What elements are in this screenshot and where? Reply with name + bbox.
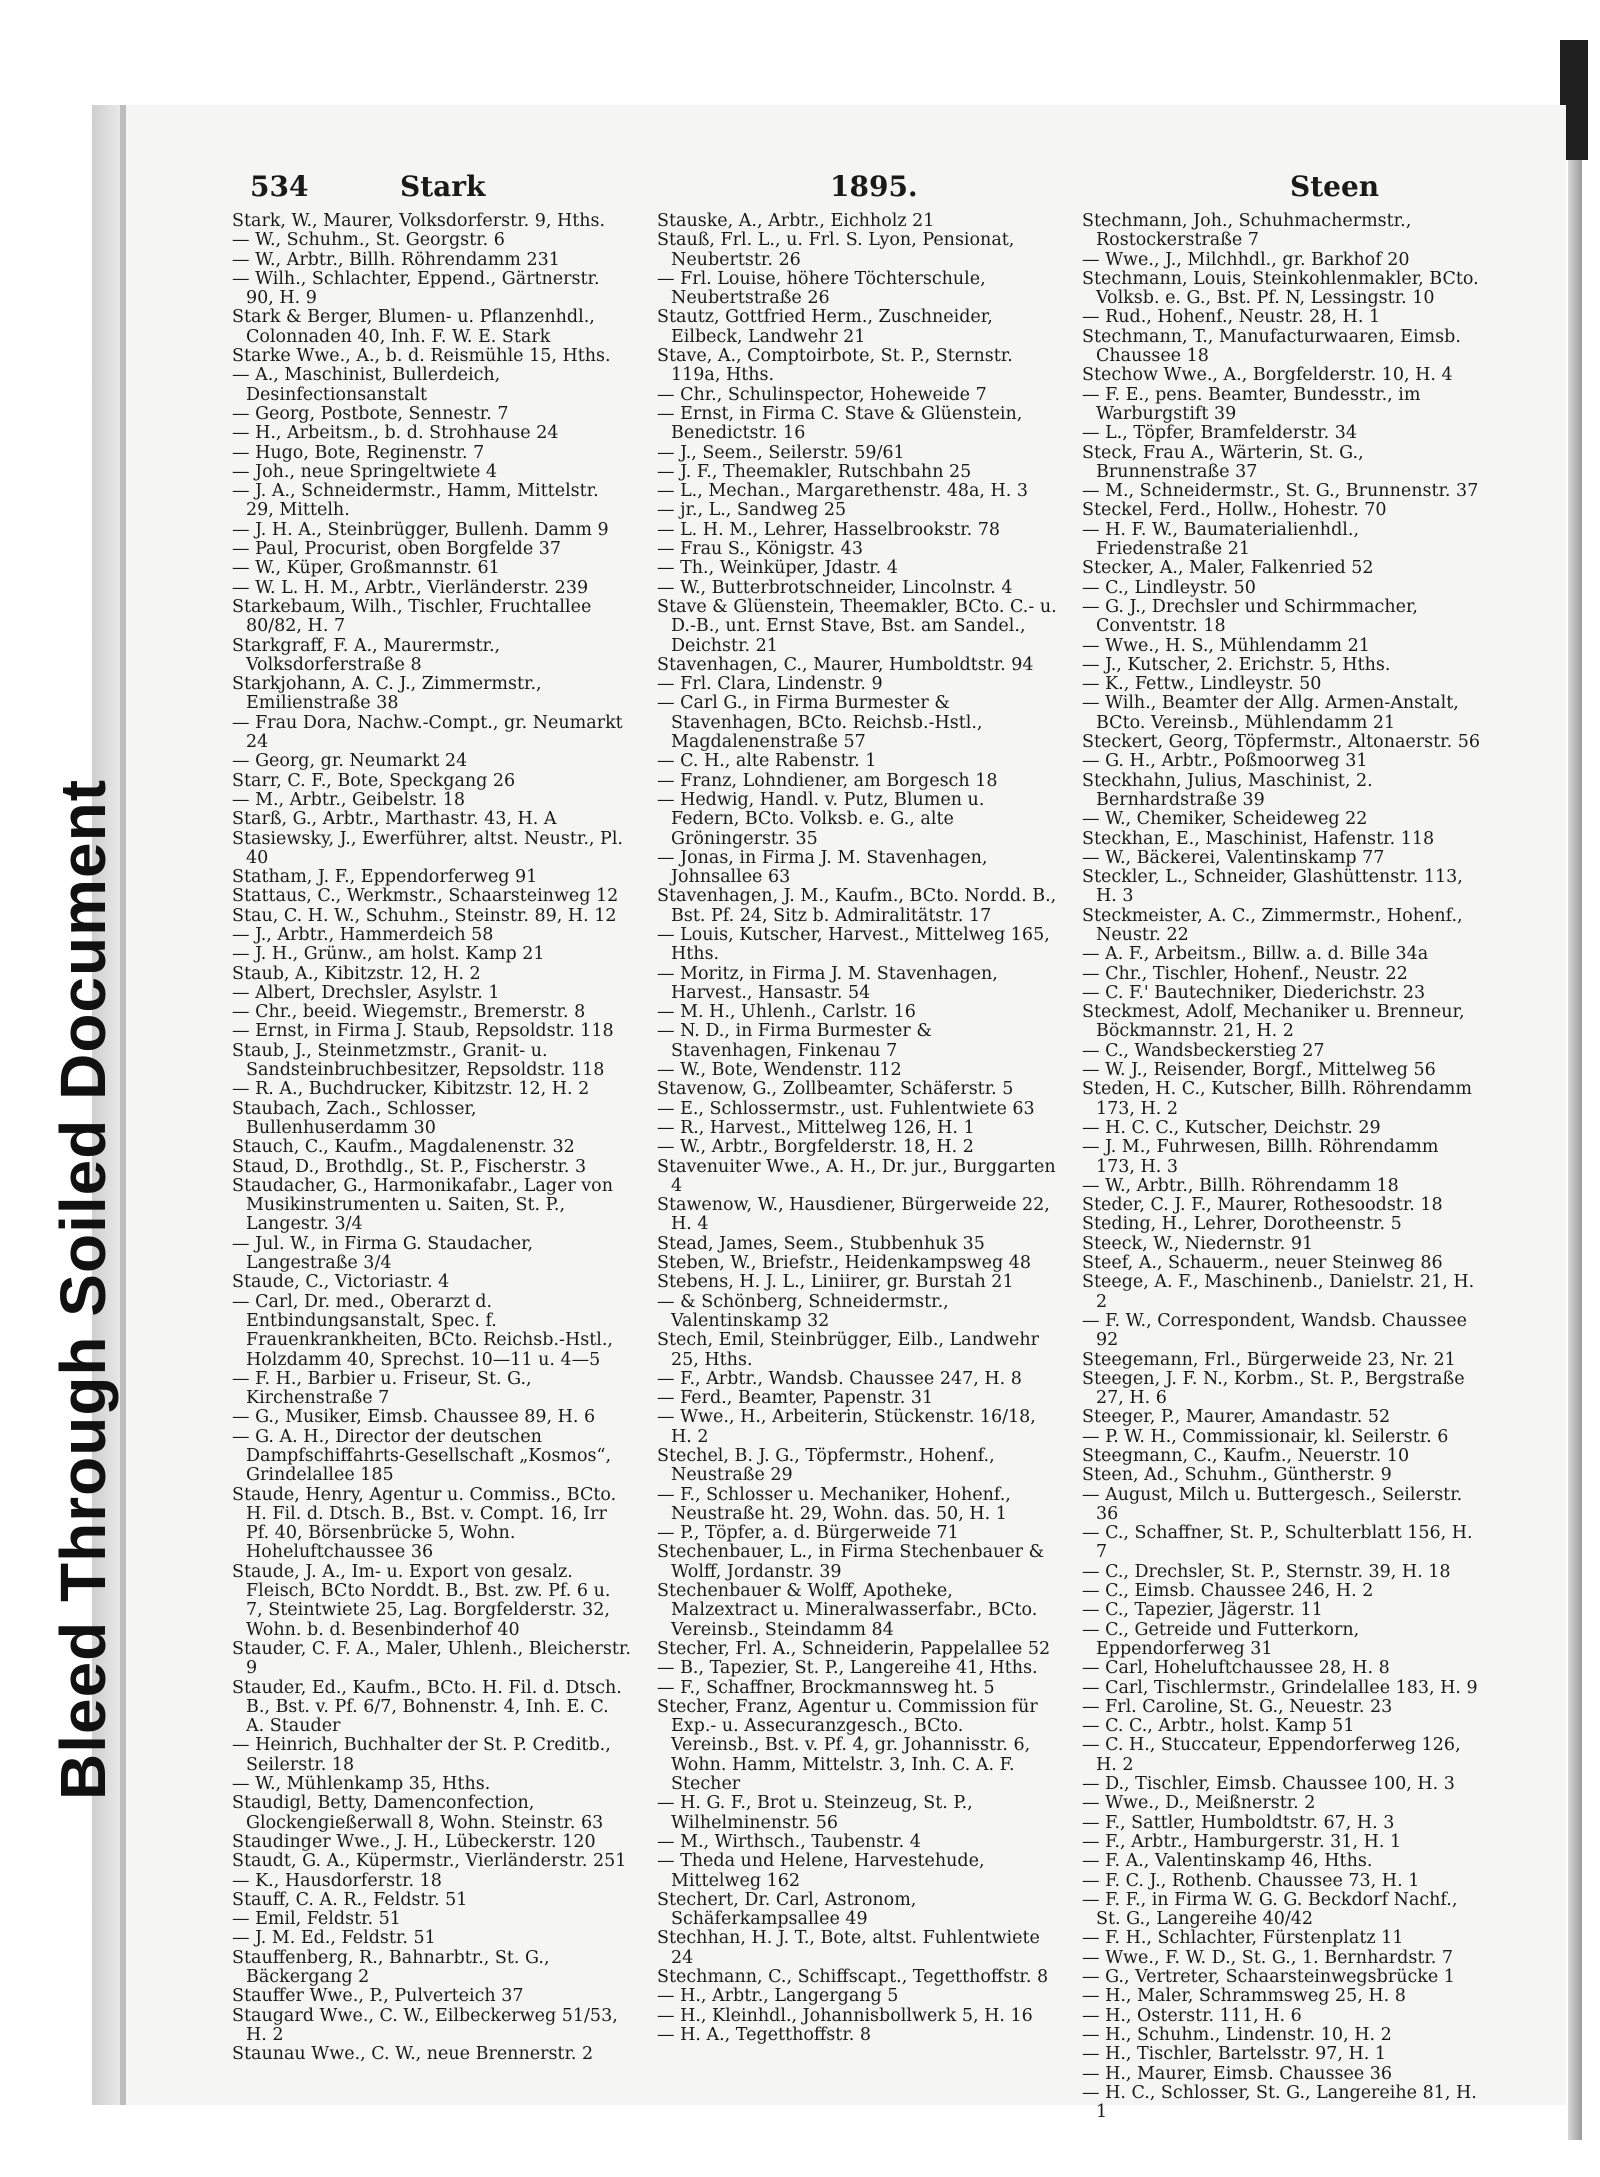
directory-entry: — Frl. Caroline, St. G., Neuestr. 23 bbox=[1082, 1696, 1393, 1717]
directory-entry: — Heinrich, Buchhalter der St. P. Creditb., Seilerstr. 18 bbox=[232, 1735, 611, 1775]
directory-entry: — W., Butterbrotschneider, Lincolnstr. 4 bbox=[657, 577, 1013, 598]
directory-entry: Stauder, Ed., Kaufm., BCto. H. Fil. d. Dtsch. B., Bst. v. Pf. 6/7, Bohnenstr. 4, Inh. E. C. A. Stauder bbox=[232, 1677, 622, 1737]
directory-entry: — & Schönberg, Schneidermstr., Valentinskamp 32 bbox=[657, 1291, 949, 1331]
directory-entry: — Frl. Louise, höhere Töchterschule, Neubertstraße 26 bbox=[657, 268, 986, 309]
directory-entry: Steeck, W., Niedernstr. 91 bbox=[1082, 1233, 1314, 1254]
directory-entry: — H., Maler, Schrammsweg 25, H. 8 bbox=[1082, 1986, 1406, 2007]
directory-entry: — J., Seem., Seilerstr. 59/61 bbox=[657, 442, 905, 463]
directory-entry: — Jul. W., in Firma G. Staudacher, Langestraße 3/4 bbox=[232, 1233, 534, 1274]
directory-entry: — jr., L., Sandweg 25 bbox=[657, 500, 847, 521]
directory-entry: Stauß, Frl. L., u. Frl. S. Lyon, Pensionat, Neubertstr. 26 bbox=[657, 230, 1015, 270]
directory-entry: — J. M. Ed., Feldstr. 51 bbox=[232, 1928, 436, 1949]
directory-entry: Starke Wwe., A., b. d. Reismühle 15, Hths. bbox=[232, 346, 611, 367]
directory-entry: — M. H., Uhlenh., Carlstr. 16 bbox=[657, 1002, 916, 1023]
page-number: 534 bbox=[250, 170, 309, 203]
directory-entry: — R., Harvest., Mittelweg 126, H. 1 bbox=[657, 1117, 975, 1138]
directory-entry: — H., Arbeitsm., b. d. Strohhause 24 bbox=[232, 423, 559, 444]
directory-entry: — F. E., pens. Beamter, Bundesstr., im Warburgstift 39 bbox=[1082, 384, 1421, 424]
directory-entry: — Rud., Hohenf., Neustr. 28, H. 1 bbox=[1082, 307, 1381, 328]
directory-entry: — J. H. A., Steinbrügger, Bullenh. Damm 9 bbox=[232, 519, 609, 540]
directory-entry: — L., Töpfer, Bramfelderstr. 34 bbox=[1082, 423, 1357, 444]
directory-entry: — P. W. H., Commissionair, kl. Seilerstr. 6 bbox=[1082, 1426, 1449, 1447]
page-header bbox=[250, 170, 1490, 210]
directory-entry: Stauffer Wwe., P., Pulverteich 37 bbox=[232, 1986, 524, 2007]
directory-entry: — W., Arbtr., Billh. Röhrendamm 18 bbox=[1082, 1175, 1399, 1196]
directory-entry: — Chr., beeid. Wiegemstr., Bremerstr. 8 bbox=[232, 1002, 586, 1023]
directory-entry: — Ernst, in Firma C. Stave & Glüenstein, Benedictstr. 16 bbox=[657, 403, 1023, 444]
directory-entry: Stauder, C. F. A., Maler, Uhlenh., Bleicherstr. 9 bbox=[232, 1638, 631, 1679]
directory-entry: — A. F., Arbeitsm., Billw. a. d. Bille 34a bbox=[1082, 944, 1429, 965]
directory-entry: — Carl G., in Firma Burmester & Stavenhagen, BCto. Reichsb.-Hstl., Magdalenenstraße 57 bbox=[657, 693, 983, 753]
directory-entry: — L., Mechan., Margarethenstr. 48a, H. 3 bbox=[657, 481, 1029, 502]
directory-entry: Starr, C. F., Bote, Speckgang 26 bbox=[232, 770, 516, 791]
directory-entry: Steef, A., Schauerm., neuer Steinweg 86 bbox=[1082, 1253, 1443, 1274]
directory-entry: — W. L. H. M., Arbtr., Vierländerstr. 239 bbox=[232, 577, 589, 598]
directory-entry: — Wilh., Schlachter, Eppend., Gärtnerstr. 90, H. 9 bbox=[232, 268, 600, 309]
directory-entry: — F., Arbtr., Wandsb. Chaussee 247, H. 8 bbox=[657, 1368, 1022, 1389]
directory-entry: — M., Arbtr., Geibelstr. 18 bbox=[232, 789, 465, 810]
directory-entry: — C., Lindleystr. 50 bbox=[1082, 577, 1256, 598]
directory-entry: Stechmann, Louis, Steinkohlenmakler, BCto. Volksb. e. G., Bst. Pf. N, Lessingstr. 10 bbox=[1082, 268, 1479, 309]
directory-entry: Staude, Henry, Agentur u. Commiss., BCto. H. Fil. d. Dtsch. B., Bst. v. Compt. 16, Irr Pf. 40, Börsenbrücke 5, Wohn. Hoheluftchaussee 36 bbox=[232, 1484, 617, 1563]
column-2 bbox=[657, 212, 1057, 2045]
directory-entry: — Frl. Clara, Lindenstr. 9 bbox=[657, 674, 883, 695]
scan-shadow bbox=[1568, 160, 1582, 2140]
directory-entry: Starkjohann, A. C. J., Zimmermstr., Emilienstraße 38 bbox=[232, 674, 542, 714]
directory-entry: — Louis, Kutscher, Harvest., Mittelweg 165, Hths. bbox=[657, 924, 1050, 965]
directory-entry: — M., Schneidermstr., St. G., Brunnenstr. 37 bbox=[1082, 481, 1479, 502]
directory-entry: — Georg, Postbote, Sennestr. 7 bbox=[232, 403, 509, 424]
directory-entry: — Hedwig, Handl. v. Putz, Blumen u. Federn, BCto. Volksb. e. G., alte Gröningerstr. 35 bbox=[657, 789, 985, 849]
directory-entry: — C. F.' Bautechniker, Diederichstr. 23 bbox=[1082, 982, 1426, 1003]
directory-entry: — H. C., Schlosser, St. G., Langereihe 81, H. 1 bbox=[1082, 2082, 1477, 2123]
directory-entry: — Emil, Feldstr. 51 bbox=[232, 1909, 401, 1930]
directory-entry: — W. J., Reisender, Borgf., Mittelweg 56 bbox=[1082, 1060, 1436, 1081]
header-left-term: Stark bbox=[400, 170, 486, 203]
directory-entry: Staubach, Zach., Schlosser, Bullenhuserdamm 30 bbox=[232, 1098, 477, 1138]
column-3 bbox=[1082, 212, 1482, 2122]
directory-entry: Staub, A., Kibitzstr. 12, H. 2 bbox=[232, 963, 481, 984]
directory-entry: Steckler, L., Schneider, Glashüttenstr. 113, H. 3 bbox=[1082, 867, 1463, 907]
directory-entry: — Frau Dora, Nachw.-Compt., gr. Neumarkt 24 bbox=[232, 712, 623, 753]
directory-entry: — W., Mühlenkamp 35, Hths. bbox=[232, 1774, 491, 1795]
directory-entry: — Jonas, in Firma J. M. Stavenhagen, Johnsallee 63 bbox=[657, 847, 988, 888]
directory-entry: — W., Bote, Wendenstr. 112 bbox=[657, 1060, 902, 1081]
directory-entry: Staude, J. A., Im- u. Export von gesalz. Fleisch, BCto Norddt. B., Bst. zw. Pf. 6 u. 7, Steintwiete 25, Lag. Borgfelderstr. 32, Wohn. b. d. Besenbinderhof 40 bbox=[232, 1561, 611, 1640]
directory-entry: Steckert, Georg, Töpfermstr., Altonaerstr. 56 bbox=[1082, 732, 1480, 753]
column-1 bbox=[232, 212, 632, 2065]
directory-entry: — H., Schuhm., Lindenstr. 10, H. 2 bbox=[1082, 2024, 1392, 2045]
directory-entry: Stave & Glüenstein, Theemakler, BCto. C.- u. D.-B., unt. Ernst Stave, Bst. am Sandel., Deichstr. 21 bbox=[657, 596, 1057, 656]
directory-entry: — C. C., Arbtr., holst. Kamp 51 bbox=[1082, 1716, 1355, 1737]
directory-entry: Stechmann, Joh., Schuhmachermstr., Rostockerstraße 7 bbox=[1082, 211, 1412, 251]
directory-entry: Stauff, C. A. R., Feldstr. 51 bbox=[232, 1889, 468, 1910]
directory-entry: — F. H., Barbier u. Friseur, St. G., Kirchenstraße 7 bbox=[232, 1368, 532, 1409]
directory-entry: Stechow Wwe., A., Borgfelderstr. 10, H. 4 bbox=[1082, 365, 1453, 386]
directory-entry: — Wwe., H., Arbeiterin, Stückenstr. 16/18, H. 2 bbox=[657, 1407, 1036, 1447]
directory-entry: Stavenow, G., Zollbeamter, Schäferstr. 5 bbox=[657, 1079, 1014, 1100]
directory-entry: — W., Chemiker, Scheideweg 22 bbox=[1082, 809, 1368, 830]
directory-entry: Stautz, Gottfried Herm., Zuschneider, Eilbeck, Landwehr 21 bbox=[657, 307, 993, 347]
directory-entry: — W., Arbtr., Borgfelderstr. 18, H. 2 bbox=[657, 1137, 974, 1158]
directory-entry: — F. H., Schlachter, Fürstenplatz 11 bbox=[1082, 1928, 1404, 1949]
directory-entry: — C., Wandsbeckerstieg 27 bbox=[1082, 1040, 1325, 1061]
directory-entry: — Moritz, in Firma J. M. Stavenhagen, Harvest., Hansastr. 54 bbox=[657, 963, 998, 1003]
directory-entry: Starkgraff, F. A., Maurermstr., Volksdorferstraße 8 bbox=[232, 635, 501, 675]
directory-entry: — H., Kleinhdl., Johannisbollwerk 5, H. 16 bbox=[657, 2005, 1033, 2026]
directory-entry: Steckmeister, A. C., Zimmermstr., Hohenf., Neustr. 22 bbox=[1082, 905, 1463, 945]
directory-entry: Stecher, Franz, Agentur u. Commission für Exp.- u. Assecuranzgesch., BCto. Vereinsb., Bst. v. Pf. 4, gr. Johannisstr. 6, Wohn. Hamm, Mittelstr. 3, Inh. C. A. F. Stecher bbox=[657, 1696, 1038, 1795]
directory-entry: — H., Osterstr. 111, H. 6 bbox=[1082, 2005, 1302, 2026]
header-year: 1895. bbox=[830, 170, 918, 203]
directory-entry: — J., Arbtr., Hammerdeich 58 bbox=[232, 924, 494, 945]
directory-entry: Statham, J. F., Eppendorferweg 91 bbox=[232, 867, 538, 888]
directory-entry: — G. H., Arbtr., Poßmoorweg 31 bbox=[1082, 751, 1368, 772]
directory-entry: — F., Sattler, Humboldtstr. 67, H. 3 bbox=[1082, 1812, 1395, 1833]
directory-entry: Stavenhagen, J. M., Kaufm., BCto. Nordd. B., Bst. Pf. 24, Sitz b. Admiralitätstr. 17 bbox=[657, 886, 1057, 926]
directory-entry: — J., Kutscher, 2. Erichstr. 5, Hths. bbox=[1082, 654, 1391, 675]
directory-entry: — W., Bäckerei, Valentinskamp 77 bbox=[1082, 847, 1385, 868]
header-right-term: Steen bbox=[1290, 170, 1380, 203]
directory-entry: — C. H., Stuccateur, Eppendorferweg 126, H. 2 bbox=[1082, 1735, 1461, 1775]
directory-entry: Stavenhagen, C., Maurer, Humboldtstr. 94 bbox=[657, 654, 1034, 675]
directory-entry: — Chr., Schulinspector, Hoheweide 7 bbox=[657, 384, 987, 405]
directory-entry: Stattaus, C., Werkmstr., Schaarsteinweg 12 bbox=[232, 886, 619, 907]
directory-entry: Steding, H., Lehrer, Dorotheenstr. 5 bbox=[1082, 1214, 1402, 1235]
directory-entry: — H., Maurer, Eimsb. Chaussee 36 bbox=[1082, 2063, 1393, 2084]
directory-entry: — Theda und Helene, Harvestehude, Mittelweg 162 bbox=[657, 1851, 985, 1891]
directory-entry: — Carl, Dr. med., Oberarzt d. Entbindungsanstalt, Spec. f. Frauenkrankheiten, BCto. Reichsb.-Hstl., Holzdamm 40, Sprechst. 10—11 u. 4—5 bbox=[232, 1291, 613, 1370]
directory-entry: — M., Wirthsch., Taubenstr. 4 bbox=[657, 1831, 921, 1852]
directory-entry: — R. A., Buchdrucker, Kibitzstr. 12, H. 2 bbox=[232, 1079, 590, 1100]
directory-entry: — B., Tapezier, St. P., Langereihe 41, Hths. bbox=[657, 1658, 1038, 1679]
directory-entry: Stauffenberg, R., Bahnarbtr., St. G., Bäckergang 2 bbox=[232, 1947, 550, 1988]
directory-entry: Steck, Frau A., Wärterin, St. G., Brunnenstraße 37 bbox=[1082, 442, 1364, 482]
directory-entry: — F. C. J., Rothenb. Chaussee 73, H. 1 bbox=[1082, 1870, 1420, 1891]
directory-entry: Staunau Wwe., C. W., neue Brennerstr. 2 bbox=[232, 2044, 594, 2065]
directory-entry: — K., Hausdorferstr. 18 bbox=[232, 1870, 442, 1891]
directory-entry: Stechhan, H. J. T., Bote, altst. Fuhlentwiete 24 bbox=[657, 1928, 1040, 1968]
directory-entry: Stauske, A., Arbtr., Eichholz 21 bbox=[657, 211, 935, 231]
directory-entry: Stawenow, W., Hausdiener, Bürgerweide 22, H. 4 bbox=[657, 1195, 1050, 1235]
directory-entry: — H., Tischler, Bartelsstr. 97, H. 1 bbox=[1082, 2044, 1386, 2065]
directory-entry: — W., Küper, Großmannstr. 61 bbox=[232, 558, 500, 579]
directory-entry: — E., Schlossermstr., ust. Fuhlentwiete 63 bbox=[657, 1098, 1035, 1119]
directory-entry: — Albert, Drechsler, Asylstr. 1 bbox=[232, 982, 500, 1003]
directory-entry: — N. D., in Firma Burmester & Stavenhagen, Finkenau 7 bbox=[657, 1021, 932, 1061]
directory-entry: — Ferd., Beamter, Papenstr. 31 bbox=[657, 1388, 934, 1409]
directory-entry: Steckhan, E., Maschinist, Hafenstr. 118 bbox=[1082, 828, 1435, 849]
directory-entry: Steben, W., Briefstr., Heidenkampsweg 48 bbox=[657, 1253, 1031, 1274]
directory-entry: Steckmest, Adolf, Mechaniker u. Brenneur, Böckmannstr. 21, H. 2 bbox=[1082, 1002, 1465, 1042]
directory-entry: — Ernst, in Firma J. Staub, Repsoldstr. 118 bbox=[232, 1021, 614, 1042]
directory-entry: — F. A., Valentinskamp 46, Hths. bbox=[1082, 1851, 1373, 1872]
directory-entry: Steegmann, C., Kaufm., Neuerstr. 10 bbox=[1082, 1446, 1410, 1466]
directory-entry: Stechenbauer, L., in Firma Stechenbauer & Wolff, Jordanstr. 39 bbox=[657, 1542, 1045, 1582]
directory-entry: — C., Eimsb. Chaussee 246, H. 2 bbox=[1082, 1581, 1374, 1602]
directory-entry: — J. H., Grünw., am holst. Kamp 21 bbox=[232, 944, 545, 965]
directory-entry: — G. J., Drechsler und Schirmmacher, Conventstr. 18 bbox=[1082, 596, 1418, 637]
directory-entry: Stave, A., Comptoirbote, St. P., Sternstr. 119a, Hths. bbox=[657, 346, 1013, 386]
directory-columns bbox=[232, 211, 1492, 2123]
directory-entry: — H. A., Tegetthoffstr. 8 bbox=[657, 2024, 872, 2045]
directory-entry: Steckhahn, Julius, Maschinist, 2. Bernhardstraße 39 bbox=[1082, 770, 1373, 810]
directory-entry: — Wwe., F. W. D., St. G., 1. Bernhardstr. 7 bbox=[1082, 1947, 1454, 1968]
directory-entry: Stavenuiter Wwe., A. H., Dr. jur., Burggarten 4 bbox=[657, 1156, 1056, 1196]
directory-entry: Staudt, G. A., Küpermstr., Vierländerstr. 251 bbox=[232, 1851, 627, 1872]
directory-entry: Stasiewsky, J., Ewerführer, altst. Neustr., Pl. 40 bbox=[232, 828, 623, 868]
directory-entry: Stechmann, T., Manufacturwaaren, Eimsb. Chaussee 18 bbox=[1082, 326, 1461, 367]
directory-entry: — W., Arbtr., Billh. Röhrendamm 231 bbox=[232, 249, 560, 270]
directory-entry: — C., Getreide und Futterkorn, Eppendorferweg 31 bbox=[1082, 1619, 1360, 1659]
directory-entry: Stechert, Dr. Carl, Astronom, Schäferkampsallee 49 bbox=[657, 1889, 917, 1930]
directory-entry: Staude, C., Victoriastr. 4 bbox=[232, 1272, 450, 1293]
directory-entry: Steeger, P., Maurer, Amandastr. 52 bbox=[1082, 1407, 1391, 1428]
directory-entry: — G., Vertreter, Schaarsteinwegsbrücke 1 bbox=[1082, 1967, 1455, 1988]
directory-entry: — F. F., in Firma W. G. G. Beckdorf Nachf., St. G., Langereihe 40/42 bbox=[1082, 1889, 1458, 1930]
directory-entry: Stechel, B. J. G., Töpfermstr., Hohenf., Neustraße 29 bbox=[657, 1446, 995, 1486]
directory-entry: Steegen, J. F. N., Korbm., St. P., Bergstraße 27, H. 6 bbox=[1082, 1368, 1465, 1409]
directory-entry: Staudinger Wwe., J. H., Lübeckerstr. 120 bbox=[232, 1831, 596, 1852]
directory-entry: — C., Drechsler, St. P., Sternstr. 39, H. 18 bbox=[1082, 1561, 1451, 1582]
directory-entry: Stau, C. H. W., Schuhm., Steinstr. 89, H. 12 bbox=[232, 905, 617, 926]
directory-entry: — Wwe., D., Meißnerstr. 2 bbox=[1082, 1793, 1316, 1814]
directory-entry: Stauch, C., Kaufm., Magdalenenstr. 32 bbox=[232, 1137, 575, 1158]
directory-entry: Stech, Emil, Steinbrügger, Eilb., Landwehr 25, Hths. bbox=[657, 1330, 1040, 1370]
directory-entry: — Franz, Lohndiener, am Borgesch 18 bbox=[657, 770, 998, 791]
directory-entry: — P., Töpfer, a. d. Bürgerweide 71 bbox=[657, 1523, 959, 1544]
directory-entry: Steder, C. J. F., Maurer, Rothesoodstr. 18 bbox=[1082, 1195, 1443, 1216]
directory-entry: — G., Musiker, Eimsb. Chaussee 89, H. 6 bbox=[232, 1407, 596, 1428]
directory-entry: — Joh., neue Springeltwiete 4 bbox=[232, 461, 498, 482]
directory-entry: Steen, Ad., Schuhm., Güntherstr. 9 bbox=[1082, 1465, 1392, 1486]
directory-entry: Steden, H. C., Kutscher, Billh. Röhrendamm 173, H. 2 bbox=[1082, 1079, 1472, 1119]
directory-entry: — H., Arbtr., Langergang 5 bbox=[657, 1986, 899, 2007]
stamp-text: Bleed Through Soiled Document bbox=[47, 778, 119, 1800]
directory-entry: — Wilh., Beamter der Allg. Armen-Anstalt, BCto. Vereinsb., Mühlendamm 21 bbox=[1082, 693, 1459, 733]
directory-entry: Staub, J., Steinmetzmstr., Granit- u. Sandsteinbruchbesitzer, Repsoldstr. 118 bbox=[232, 1040, 605, 1081]
directory-entry: — D., Tischler, Eimsb. Chaussee 100, H. 3 bbox=[1082, 1774, 1455, 1795]
directory-entry: — Wwe., H. S., Mühlendamm 21 bbox=[1082, 635, 1370, 656]
directory-entry: — Carl, Hoheluftchaussee 28, H. 8 bbox=[1082, 1658, 1390, 1679]
directory-entry: — A., Maschinist, Bullerdeich, Desinfectionsanstalt bbox=[232, 365, 501, 405]
directory-entry: — H. C. C., Kutscher, Deichstr. 29 bbox=[1082, 1117, 1381, 1138]
directory-entry: — F., Schaffner, Brockmannsweg ht. 5 bbox=[657, 1677, 995, 1698]
directory-entry: Stead, James, Seem., Stubbenhuk 35 bbox=[657, 1233, 985, 1254]
directory-entry: — Wwe., J., Milchhdl., gr. Barkhof 20 bbox=[1082, 249, 1410, 270]
directory-entry: — C., Schaffner, St. P., Schulterblatt 156, H. 7 bbox=[1082, 1523, 1473, 1563]
directory-entry: — J. A., Schneidermstr., Hamm, Mittelstr. 29, Mittelh. bbox=[232, 481, 599, 521]
directory-entry: Steege, A. F., Maschinenb., Danielstr. 21, H. 2 bbox=[1082, 1272, 1475, 1312]
directory-entry: — G. A. H., Director der deutschen Dampfschiffahrts-Gesellschaft „Kosmos“, Grindelallee 185 bbox=[232, 1426, 612, 1486]
directory-entry: — W., Schuhm., St. Georgstr. 6 bbox=[232, 230, 505, 251]
directory-entry: — F., Schlosser u. Mechaniker, Hohenf., Neustraße ht. 29, Wohn. das. 50, H. 1 bbox=[657, 1484, 1011, 1524]
directory-entry: Stechenbauer & Wolff, Apotheke, Malzextract u. Mineralwasserfabr., BCto. Vereinsb., Steindamm 84 bbox=[657, 1581, 1038, 1640]
directory-entry: — F. W., Correspondent, Wandsb. Chaussee 92 bbox=[1082, 1310, 1467, 1351]
directory-entry: Stebens, H. J. L., Liniirer, gr. Burstah 21 bbox=[657, 1272, 1014, 1293]
directory-entry: Staudacher, G., Harmonikafabr., Lager von Musikinstrumenten u. Saiten, St. P., Langestr. 3/4 bbox=[232, 1175, 613, 1235]
directory-entry: — Hugo, Bote, Reginenstr. 7 bbox=[232, 442, 485, 463]
directory-entry: Stechmann, C., Schiffscapt., Tegetthoffstr. 8 bbox=[657, 1967, 1049, 1988]
directory-entry: — H. F. W., Baumaterialienhdl., Friedenstraße 21 bbox=[1082, 519, 1360, 560]
directory-entry: Stark & Berger, Blumen- u. Pflanzenhdl., Colonnaden 40, Inh. F. W. E. Stark bbox=[232, 307, 595, 347]
directory-entry: — Paul, Procurist, oben Borgfelde 37 bbox=[232, 539, 562, 560]
directory-entry: — L. H. M., Lehrer, Hasselbrookstr. 78 bbox=[657, 519, 1001, 540]
directory-entry: — Chr., Tischler, Hohenf., Neustr. 22 bbox=[1082, 963, 1408, 984]
directory-entry: Steegemann, Frl., Bürgerweide 23, Nr. 21 bbox=[1082, 1349, 1456, 1370]
directory-entry: — K., Fettw., Lindleystr. 50 bbox=[1082, 674, 1322, 695]
directory-entry: — H. G. F., Brot u. Steinzeug, St. P., Wilhelminenstr. 56 bbox=[657, 1793, 973, 1833]
directory-entry: Steckel, Ferd., Hollw., Hohestr. 70 bbox=[1082, 500, 1387, 521]
directory-entry: — J. M., Fuhrwesen, Billh. Röhrendamm 173, H. 3 bbox=[1082, 1137, 1439, 1177]
directory-entry: Staudigl, Betty, Damenconfection, Glockengießerwall 8, Wohn. Steinstr. 63 bbox=[232, 1793, 604, 1833]
directory-entry: Stecher, Frl. A., Schneiderin, Pappelallee 52 bbox=[657, 1638, 1051, 1659]
directory-entry: — Frau S., Königstr. 43 bbox=[657, 539, 863, 560]
directory-entry: Staugard Wwe., C. W., Eilbeckerweg 51/53, H. 2 bbox=[232, 2005, 618, 2045]
directory-entry: — C., Tapezier, Jägerstr. 11 bbox=[1082, 1600, 1323, 1621]
directory-entry: — Th., Weinküper, Jdastr. 4 bbox=[657, 558, 898, 579]
directory-entry: — F., Arbtr., Hamburgerstr. 31, H. 1 bbox=[1082, 1831, 1402, 1852]
directory-entry: Stark, W., Maurer, Volksdorferstr. 9, Hths. bbox=[232, 211, 606, 231]
directory-entry: — Carl, Tischlermstr., Grindelallee 183, H. 9 bbox=[1082, 1677, 1478, 1698]
directory-entry: — August, Milch u. Buttergesch., Seilerstr. 36 bbox=[1082, 1484, 1463, 1524]
directory-entry: Staud, D., Brothdlg., St. P., Fischerstr. 3 bbox=[232, 1156, 587, 1177]
directory-entry: Starkebaum, Wilh., Tischler, Fruchtallee 80/82, H. 7 bbox=[232, 596, 592, 637]
directory-entry: — J. F., Theemakler, Rutschbahn 25 bbox=[657, 461, 972, 482]
directory-entry: Starß, G., Arbtr., Marthastr. 43, H. A bbox=[232, 809, 557, 830]
directory-entry: — C. H., alte Rabenstr. 1 bbox=[657, 751, 877, 772]
directory-entry: Stecker, A., Maler, Falkenried 52 bbox=[1082, 558, 1374, 579]
directory-entry: — Georg, gr. Neumarkt 24 bbox=[232, 751, 468, 772]
